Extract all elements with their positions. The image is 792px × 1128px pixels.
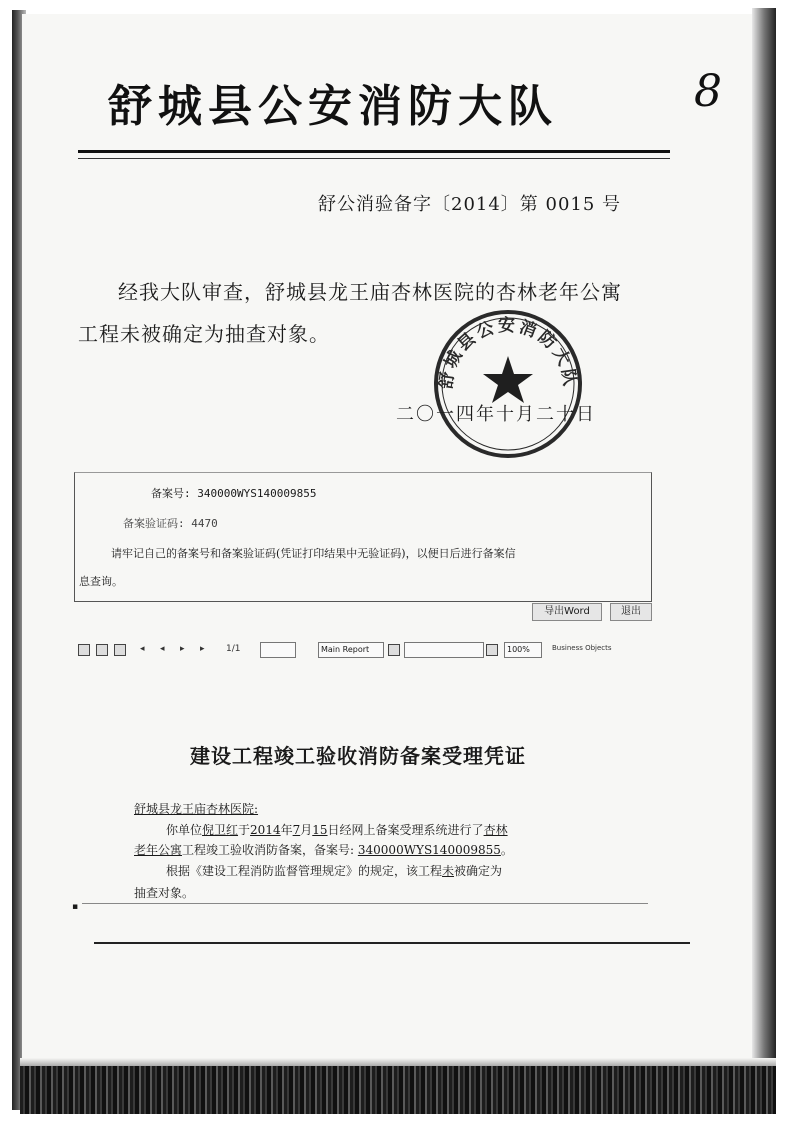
prev-page-icon[interactable]: ◂: [160, 644, 165, 654]
page-indicator: 1/1: [226, 644, 241, 654]
cert-text: 月: [300, 823, 313, 837]
handwritten-page-mark: 8: [694, 66, 722, 117]
document-number: 舒公消验备字〔2014〕第 0015 号: [318, 194, 622, 215]
letterhead-title: 舒城县公安消防大队: [108, 81, 558, 132]
cert-project: 老年公寓: [134, 843, 183, 857]
certificate-line-1: [166, 821, 508, 838]
panel-verify-code: 备案验证码: 4470: [123, 517, 218, 530]
search-icon[interactable]: [486, 644, 498, 656]
body-text-line-2: 工程未被确定为抽查对象。: [78, 322, 330, 346]
refresh-icon[interactable]: [114, 644, 126, 656]
cert-month: 7: [292, 823, 301, 837]
last-page-icon[interactable]: ▸: [200, 644, 205, 654]
cert-not: 未: [442, 864, 455, 878]
certificate-rule-thin: [82, 903, 648, 904]
search-input[interactable]: [404, 642, 484, 658]
cert-text: 你单位: [166, 823, 203, 837]
panel-note-line-2: 息查询。: [79, 575, 123, 588]
letterhead-rule-thick: [78, 150, 670, 153]
body-text-line-1: 经我大队审查，舒城县龙王庙杏林医院的杏林老年公寓: [118, 280, 622, 304]
certificate-unit: 舒城县龙王庙杏林医院:: [134, 802, 259, 816]
report-toolbar: [76, 640, 612, 662]
letterhead-rule-thin: [78, 158, 670, 159]
cert-person: 倪卫红: [202, 823, 239, 837]
corner-mark-icon: ▪: [72, 902, 79, 912]
seal-star-icon: [483, 356, 533, 403]
cert-text: 工程竣工验收消防备案，备案号:: [182, 843, 355, 857]
scan-edge-bottom: [20, 1066, 776, 1114]
cert-text: 根据《建设工程消防监督管理规定》的规定，该工程: [166, 864, 443, 878]
panel-note-line-1: 请牢记自己的备案号和备案验证码(凭证打印结果中无验证码)，以便日后进行备案信: [111, 547, 516, 560]
first-page-icon[interactable]: ◂: [140, 644, 145, 654]
cert-text: 被确定为: [454, 864, 503, 878]
cert-text: 年: [280, 823, 293, 837]
cert-text: 。: [500, 843, 513, 857]
document-date: 二〇一四年十月二十日: [396, 404, 596, 425]
next-page-icon[interactable]: ▸: [180, 644, 185, 654]
panel-record-number: 备案号: 340000WYS140009855: [151, 487, 317, 500]
cert-year: 2014: [250, 823, 281, 837]
certificate-title: 建设工程竣工验收消防备案受理凭证: [190, 744, 526, 768]
export-word-button[interactable]: 导出Word: [532, 603, 602, 621]
certificate-line-4: 抽查对象。: [134, 886, 195, 900]
zoom-select[interactable]: 100%: [504, 642, 542, 658]
report-select[interactable]: Main Report: [318, 642, 384, 658]
business-objects-logo: Business Objects: [552, 644, 612, 652]
cert-record-number: 340000WYS140009855: [357, 843, 501, 857]
certificate-rule-thick: [94, 942, 690, 944]
screenshot-panel: [74, 472, 652, 602]
page-input[interactable]: [260, 642, 296, 658]
cert-text: 于: [238, 823, 251, 837]
cert-day: 15: [312, 823, 328, 837]
cert-text: 日经网上备案受理系统进行了: [327, 823, 484, 837]
group-tree-icon[interactable]: [388, 644, 400, 656]
cert-project: 杏林: [483, 823, 508, 837]
print-icon[interactable]: [78, 644, 90, 656]
certificate-line-3: [166, 862, 502, 879]
scan-edge-right: [752, 8, 776, 1108]
exit-button[interactable]: 退出: [610, 603, 652, 621]
certificate-line-2: [134, 841, 513, 858]
export-icon[interactable]: [96, 644, 108, 656]
seal-text: 舒城县公安消防大队: [436, 316, 580, 391]
official-seal: [432, 308, 584, 460]
